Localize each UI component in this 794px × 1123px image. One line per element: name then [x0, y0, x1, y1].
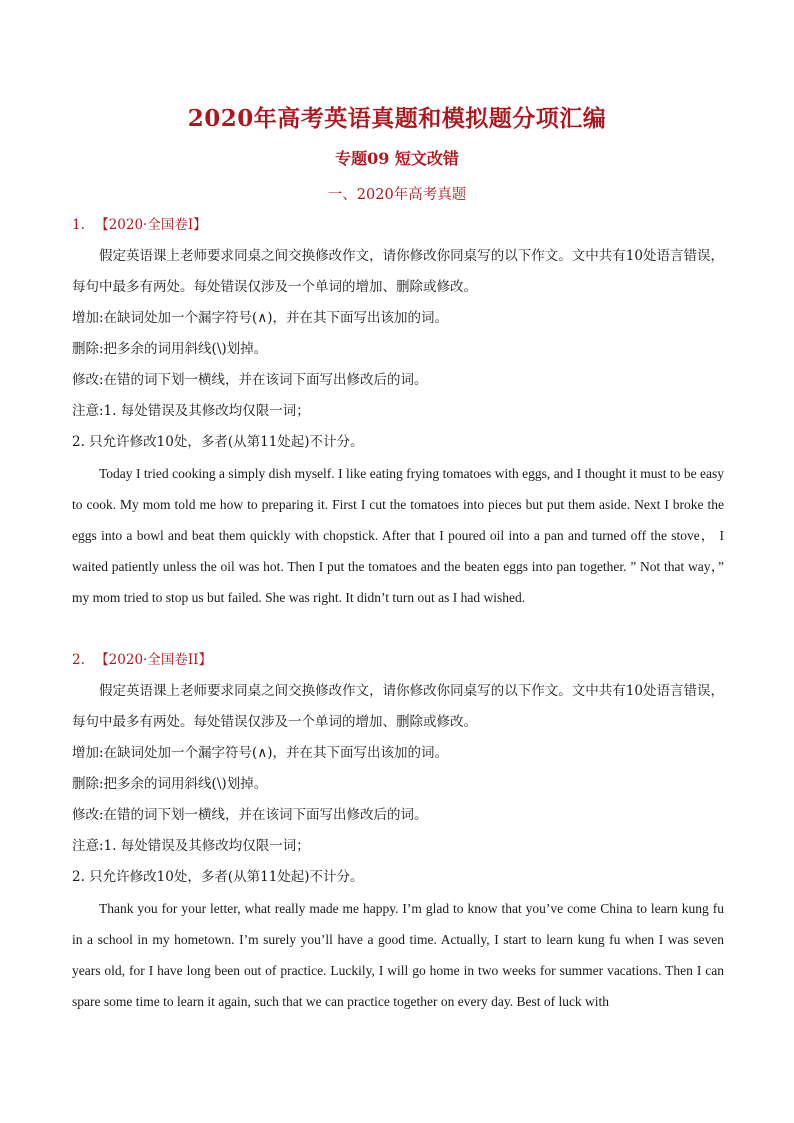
modify-rule: 修改:在错的词下划一横线，并在该词下面写出修改后的词。	[72, 372, 428, 388]
passage-text: Thank you for your letter, what really made me happy. I’m glad to know that you’ve come China to learn kung fu in a school in my hometown. I’m surely you’ll have a good time. Actually, I start to learn kung fu when I was seven years old, for I have long been out of practice. Luckily, I will go home in two weeks for summer vacations. Then I can spare some time to learn it again, such that we can practice together on every day. Best of luck with	[72, 901, 724, 1009]
question-source: 【2020·全国卷II】	[95, 652, 213, 668]
question-number: 1.	[72, 217, 85, 233]
passage-text: Today I tried cooking a simply dish myself. I like eating frying tomatoes with eggs, and I thought it must to be easy to cook. My mom told me how to preparing it. First I cut the tomatoes into pieces but put them aside. Next I broke the eggs into a bowl and beat them quickly with chopstick. After that I poured oil into a pan and turned off the stove， I waited patiently unless the oil was hot. Then I put the tomatoes and the beaten eggs into pan together. ” Not that way，” my mom tried to stop us but failed. She was right. It didn’t turn out as I had wished.	[72, 466, 724, 605]
question-1	[72, 210, 724, 613]
page-title: 2020年高考英语真题和模拟题分项汇编	[187, 105, 607, 132]
add-rule: 增加:在缺词处加一个漏字符号(∧)，并在其下面写出该加的词。	[72, 745, 448, 761]
instructions: 假定英语课上老师要求同桌之间交换修改作文，请你修改你同桌写的以下作文。文中共有10处语言错误，每句中最多有两处。每处错误仅涉及一个单词的增加、删除或修改。	[72, 248, 724, 295]
passage	[72, 893, 724, 1017]
add-rule: 增加:在缺词处加一个漏字符号(∧)，并在其下面写出该加的词。	[72, 310, 448, 326]
note-1: 注意:1. 每处错误及其修改均仅限一词；	[72, 403, 310, 419]
instructions: 假定英语课上老师要求同桌之间交换修改作文，请你修改你同桌写的以下作文。文中共有10处语言错误，每句中最多有两处。每处错误仅涉及一个单词的增加、删除或修改。	[72, 683, 724, 730]
question-number: 2.	[72, 652, 85, 668]
note-1: 注意:1. 每处错误及其修改均仅限一词；	[72, 838, 310, 854]
delete-rule: 删除:把多余的词用斜线(\)划掉。	[72, 341, 268, 357]
question-source: 【2020·全国卷I】	[95, 217, 207, 233]
question-heading	[72, 210, 724, 241]
passage	[72, 458, 724, 613]
modify-rule: 修改:在错的词下划一横线，并在该词下面写出修改后的词。	[72, 807, 428, 823]
section-heading: 一、2020年高考真题	[327, 187, 467, 203]
question-2	[72, 645, 724, 1017]
topic-subtitle: 专题09 短文改错	[335, 149, 459, 168]
delete-rule: 删除:把多余的词用斜线(\)划掉。	[72, 776, 268, 792]
note-2: 2. 只允许修改10处，多者(从第11处起)不计分。	[72, 434, 364, 450]
note-2: 2. 只允许修改10处，多者(从第11处起)不计分。	[72, 869, 364, 885]
question-heading	[72, 645, 724, 676]
